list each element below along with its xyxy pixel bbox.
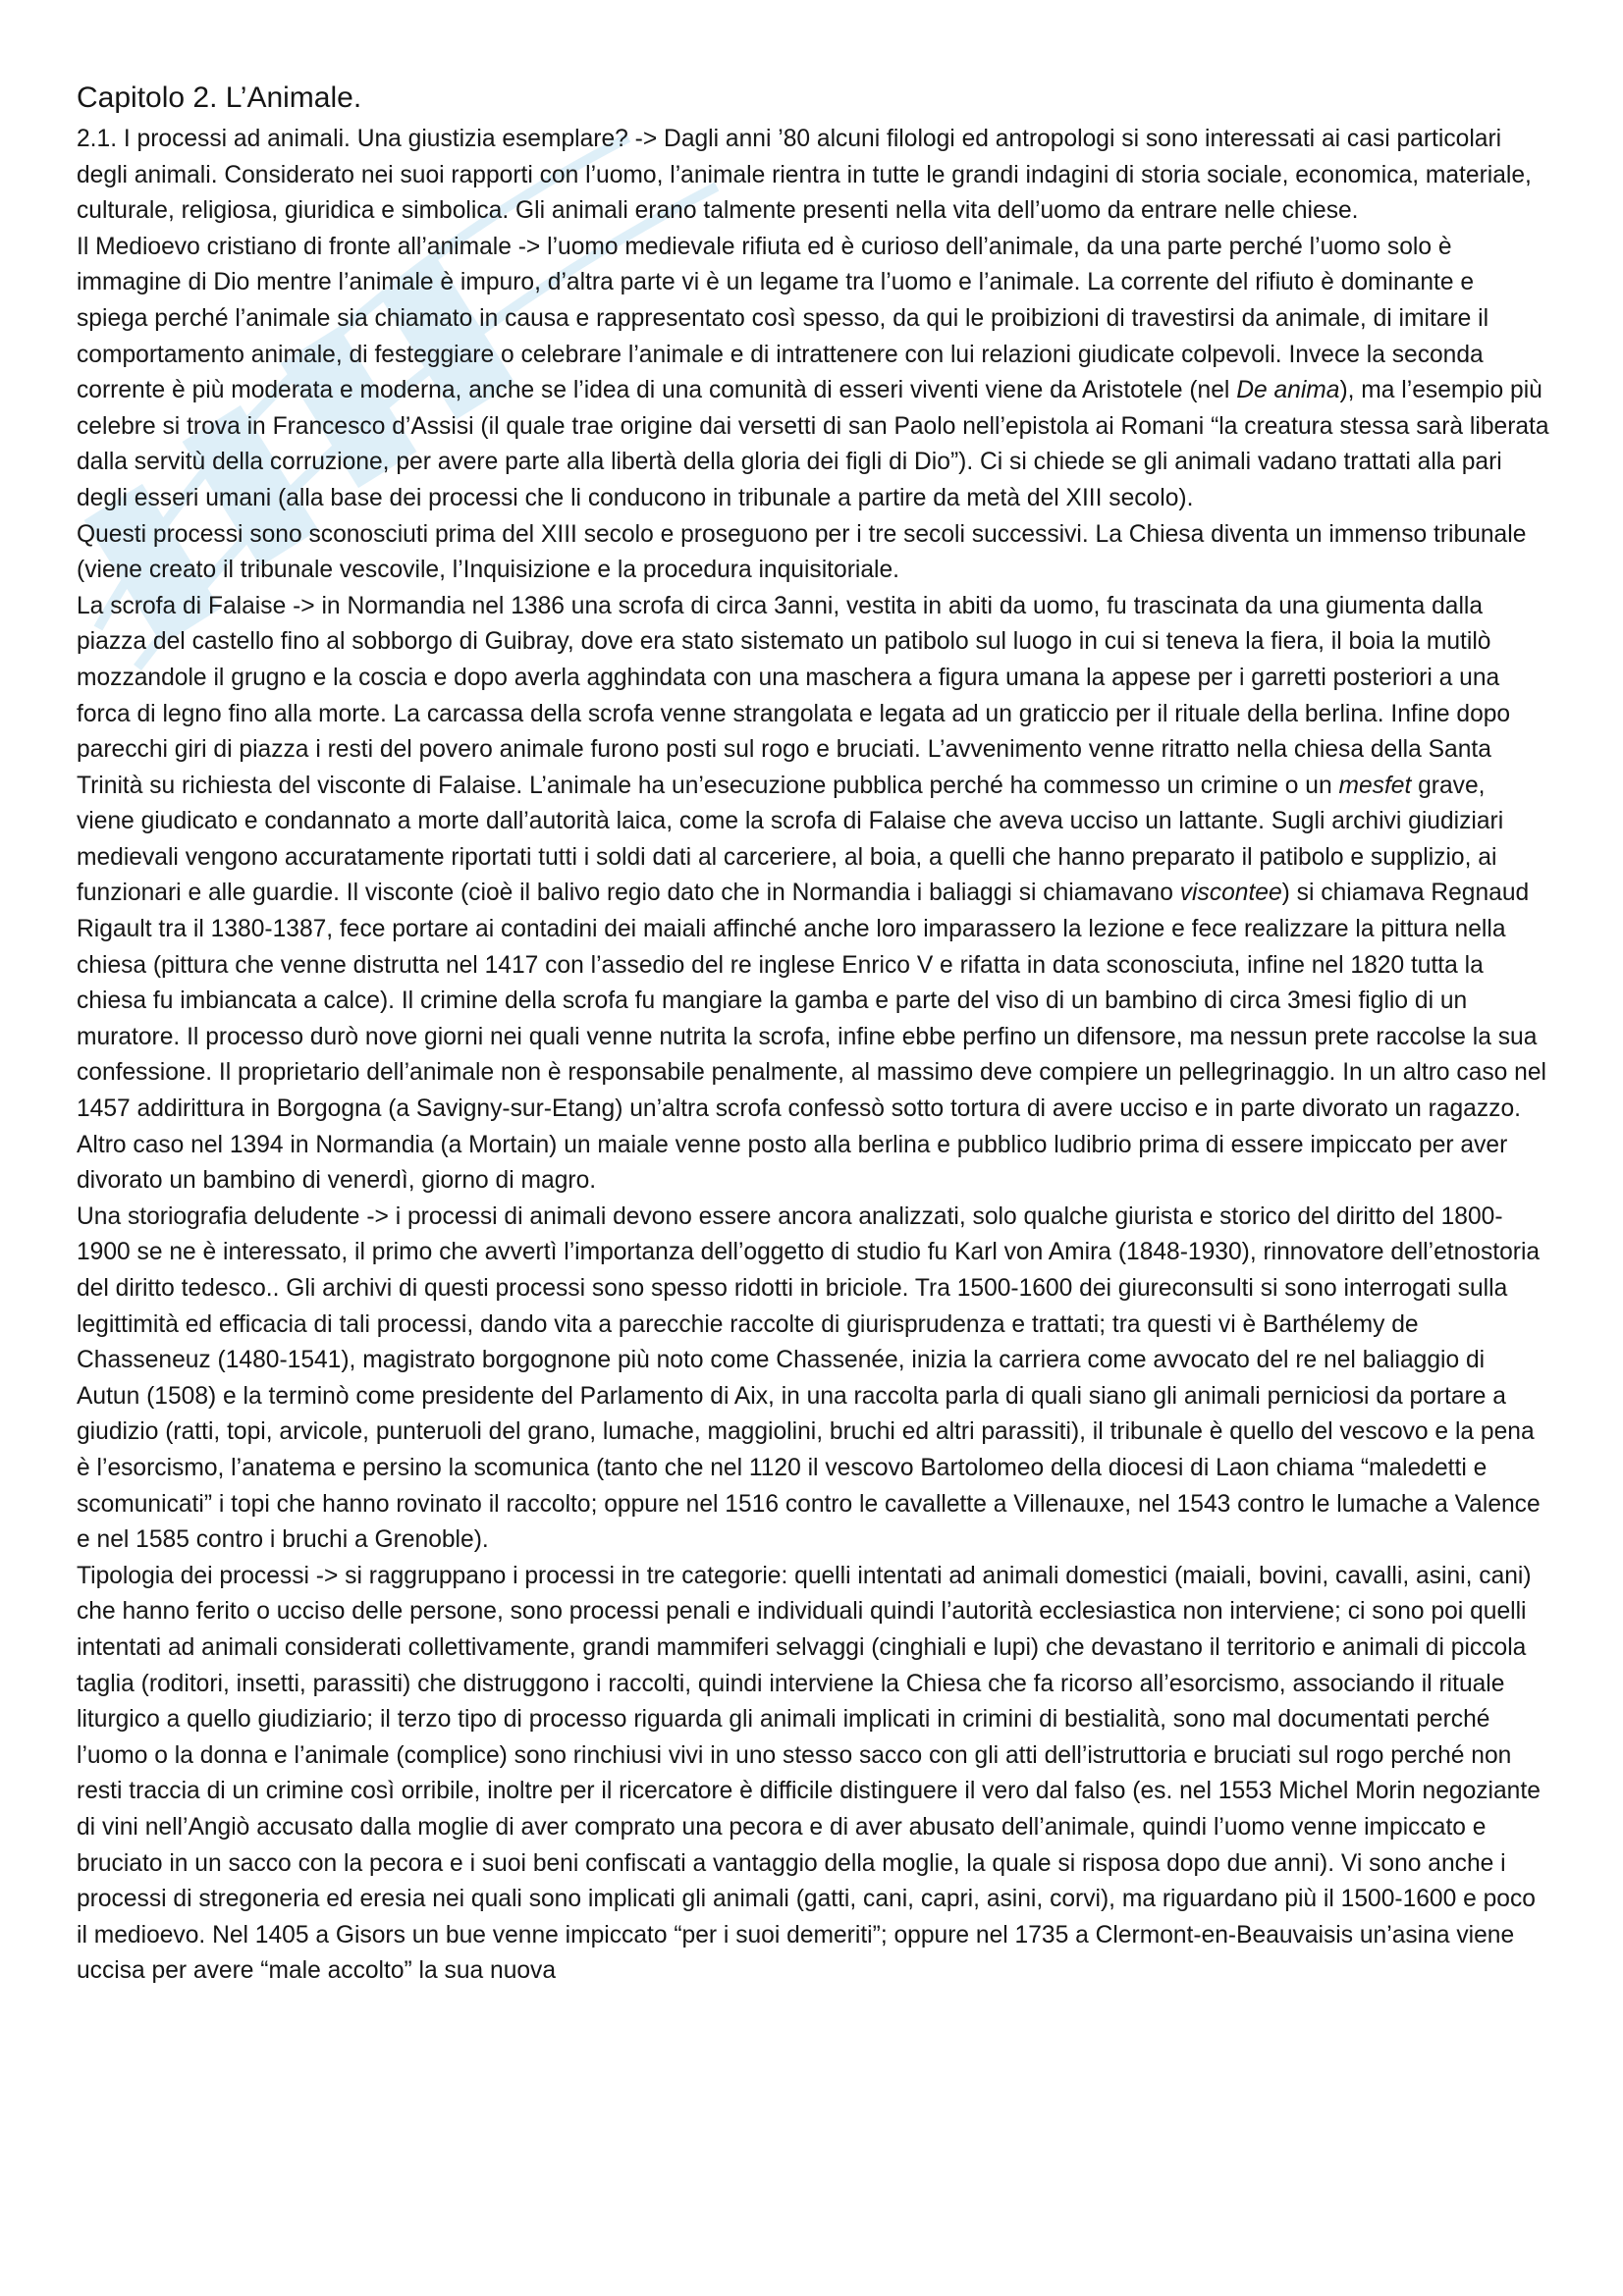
- paragraph-text: grave, viene giudicato e condannato a morte dall’autorità laica, come la scrofa di Falaise che aveva ucciso un lattante. Sugli archivi giudiziari medievali vengono accuratamente riportati tutti i soldi dati al carceriere, al boia, a quelli che hanno preparato il patibolo e supplizio, ai funzionari e alle guardie. Il visconte (cioè il balivo regio dato che in Normandia i baliaggi si chiamavano: [77, 772, 1504, 907]
- paragraph-text: Tipologia dei processi -> si raggruppano i processi in tre categorie: quelli intentati ad animali domestici (maiali, bovini, cavalli, asini, cani) che hanno ferito o ucciso delle persone, sono processi penali e individuali quindi l’autorità ecclesiastica non interviene; ci sono poi quelli intentati ad animali considerati collettivamente, grandi mammiferi selvaggi (cinghiali e lupi) che devastano il territorio e animali di piccola taglia (roditori, insetti, parassiti) che distruggono i raccolti, quindi interviene la Chiesa che fa ricorso all’esorcismo, associando il rituale liturgico a quello giudiziario; il terzo tipo di processo riguarda gli animali implicati in crimini di bestialità, sono mal documentati perché l’uomo o la donna e l’animale (complice) sono rinchiusi vivi in uno stesso sacco con gli atti dell’istruttoria e bruciati sul rogo perché non resti traccia di un crimine così orribile, inoltre per il ricercatore è difficile distinguere il vero dal falso (es. nel 1553 Michel Morin negoziante di vini nell’Angiò accusato dalla moglie di aver comprato una pecora e di aver abusato dell’animale, quindi l’uomo venne impiccato e bruciato in un sacco con la pecora e i suoi beni confiscati a vantaggio della moglie, la quale si risposa dopo due anni). Vi sono anche i processi di stregoneria ed eresia nei quali sono implicati gli animali (gatti, cani, capri, asini, corvi), ma riguardano più il 1500-1600 e poco il medioevo. Nel 1405 a Gisors un bue venne impiccato “per i suoi demeriti”; oppure nel 1735 a Clermont-en-Beauvaisis un’asina viene uccisa per avere “male accolto” la sua nuova: [77, 1562, 1541, 1985]
- chapter-title: Capitolo 2. L’Animale.: [77, 81, 362, 114]
- paragraph-text: ), ma l’esempio più celebre si trova in Francesco d’Assisi (il quale trae origine dai versetti di san Paolo nell’epistola ai Romani “la creatura stessa sarà liberata dalla servitù della corruzione, per avere parte alla libertà della gloria dei figli di Dio”). Ci si chiede se gli animali vadano trattati alla pari degli esseri umani (alla base dei processi che li conducono in tribunale a partire da metà del XIII secolo).: [77, 377, 1549, 511]
- paragraph: [77, 517, 1549, 589]
- paragraph-text: La scrofa di Falaise -> in Normandia nel 1386 una scrofa di circa 3anni, vestita in abiti da uomo, fu trascinata da una giumenta dalla piazza del castello fino al sobborgo di Guibray, dove era stato sistemato un patibolo sul luogo in cui si teneva la fiera, il boia la mutilò mozzandole il grugno e la coscia e dopo averla agghindata con una maschera a figura umana la appese per i garretti posteriori a una forca di legno fino alla morte. La carcassa della scrofa venne strangolata e legata ad un graticcio per il rituale della berlina. Infine dopo parecchi giri di piazza i resti del povero animale furono posti sul rogo e bruciati. L’avvenimento venne ritratto nella chiesa della Santa Trinità su richiesta del visconte di Falaise. L’animale ha un’esecuzione pubblica perché ha commesso un crimine o un: [77, 592, 1511, 799]
- paragraph: [77, 589, 1549, 1200]
- document-page: [77, 79, 1549, 1990]
- paragraph-text: Una storiografia deludente -> i processi di animali devono essere ancora analizzati, solo qualche giurista e storico del diritto del 1800-1900 se ne è interessato, il primo che avvertì l’importanza dell’oggetto di studio fu Karl von Amira (1848-1930), rinnovatore dell’etnostoria del diritto tedesco.. Gli archivi di questi processi sono spesso ridotti in briciole. Tra 1500-1600 dei giureconsulti si sono interrogati sulla legittimità ed efficacia di tali processi, dando vita a parecchie raccolte di giurisprudenza e trattati; tra questi vi è Barthélemy de Chasseneuz (1480-1541), magistrato borgognone più noto come Chassenée, inizia la carriera come avvocato del re nel baliaggio di Autun (1508) e la terminò come presidente del Parlamento di Aix, in una raccolta parla di quali siano gli animali perniciosi da portare a giudizio (ratti, topi, arvicole, punteruoli del grano, lumache, maggiolini, bruchi ed altri parassiti), il tribunale è quello del vescovo e la pena è l’esorcismo, l’anatema e persino la scomunica (tanto che nel 1120 il vescovo Bartolomeo della diocesi di Laon chiama “maledetti e scomunicati” i topi che hanno rovinato il raccolto; oppure nel 1516 contro le cavallette a Villenauxe, nel 1543 contro le lumache a Valence e nel 1585 contro i bruchi a Grenoble).: [77, 1202, 1541, 1554]
- paragraph: [77, 122, 1549, 230]
- paragraph-text: ) si chiamava Regnaud Rigault tra il 1380-1387, fece portare ai contadini dei maiali affinché anche loro imparassero la lezione e fece realizzare la pittura nella chiesa (pittura che venne distrutta nel 1417 con l’assedio del re inglese Enrico V e rifatta in data sconosciuta, infine nel 1820 tutta la chiesa fu imbiancata a calce). Il crimine della scrofa fu mangiare la gamba e parte del viso di un bambino di circa 3mesi figlio di un muratore. Il processo durò nove giorni nei quali venne nutrita la scrofa, infine ebbe perfino un difensore, ma nessun prete raccolse la sua confessione. Il proprietario dell’animale non è responsabile penalmente, al massimo deve compiere un pellegrinaggio. In un altro caso nel 1457 addirittura in Borgogna (a Savigny-sur-Etang) un’altra scrofa confessò sotto tortura di avere ucciso e in parte divorato un ragazzo. Altro caso nel 1394 in Normandia (a Mortain) un maiale venne posto alla berlina e pubblico ludibrio prima di essere impiccato per aver divorato un bambino di venerdì, giorno di magro.: [77, 880, 1547, 1195]
- paragraph: [77, 230, 1549, 517]
- paragraph-text: 2.1. I processi ad animali. Una giustizia esemplare? -> Dagli anni ’80 alcuni filologi ed antropologi si sono interessati ai casi particolari degli animali. Considerato nei suoi rapporti con l’uomo, l’animale rientra in tutte le grandi indagini di storia sociale, economica, materiale, culturale, religiosa, giuridica e simbolica. Gli animali erano talmente presenti nella vita dell’uomo da entrare nelle chiese.: [77, 126, 1532, 225]
- document-body: [77, 122, 1549, 1990]
- paragraph-text: Questi processi sono sconosciuti prima del XIII secolo e proseguono per i tre secoli successivi. La Chiesa diventa un immenso tribunale (viene creato il tribunale vescovile, l’Inquisizione e la procedura inquisitoriale.: [77, 520, 1527, 584]
- italic-term: mesfet: [1338, 772, 1412, 799]
- paragraph: [77, 1200, 1549, 1559]
- paragraph-text: Il Medioevo cristiano di fronte all’animale -> l’uomo medievale rifiuta ed è curioso dell’animale, da una parte perché l’uomo solo è immagine di Dio mentre l’animale è impuro, d’altra parte vi è un legame tra l’uomo e l’animale. La corrente del rifiuto è dominante e spiega perché l’animale sia chiamato in causa e rappresentato così spesso, da qui le proibizioni di travestirsi da animale, di imitare il comportamento animale, di festeggiare o celebrare l’animale e di intrattenere con lui relazioni giudicate colpevoli. Invece la seconda corrente è più moderata e moderna, anche se l’idea di una comunità di esseri viventi viene da Aristotele (nel: [77, 233, 1489, 404]
- paragraph: [77, 1559, 1549, 1990]
- italic-term: De anima: [1236, 377, 1340, 404]
- italic-term: viscontee: [1179, 880, 1282, 907]
